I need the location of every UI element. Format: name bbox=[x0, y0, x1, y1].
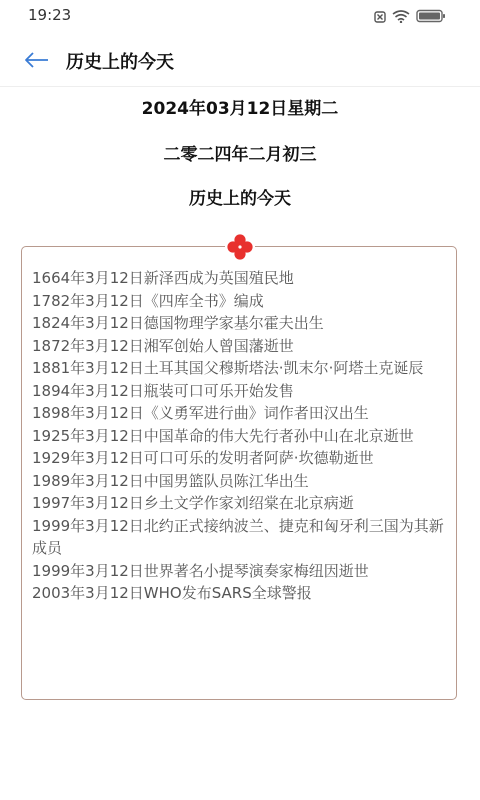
back-arrow-icon bbox=[22, 57, 50, 76]
list-item: 2003年3月12日WHO发布SARS全球警报 bbox=[32, 584, 312, 602]
events-list bbox=[32, 267, 446, 605]
status-time: 19:23 bbox=[28, 6, 72, 24]
wifi-icon bbox=[392, 8, 410, 27]
list-item: 1925年3月12日中国革命的伟大先行者孙中山在北京逝世 bbox=[32, 426, 414, 445]
back-button[interactable] bbox=[22, 48, 50, 72]
section-title: 历史上的今天 bbox=[189, 189, 291, 209]
events-card bbox=[21, 246, 457, 700]
list-item: 1824年3月12日德国物理学家基尔霍夫出生 bbox=[32, 314, 324, 332]
sim-off-icon bbox=[374, 8, 386, 27]
list-item: 1894年3月12日瓶装可口可乐开始发售 bbox=[32, 381, 294, 400]
list-item: 1929年3月12日可口可乐的发明者阿萨·坎德勒逝世 bbox=[32, 449, 374, 467]
page-title: 历史上的今天 bbox=[66, 52, 174, 73]
status-icons bbox=[374, 8, 446, 27]
flower-icon bbox=[225, 232, 255, 262]
list-item: 1999年3月12日北约正式接纳波兰、捷克和匈牙利三国为其新成员 bbox=[32, 516, 444, 557]
list-item: 1898年3月12日《义勇军进行曲》词作者田汉出生 bbox=[32, 404, 369, 422]
battery-icon bbox=[416, 8, 446, 27]
list-item: 1989年3月12日中国男篮队员陈江华出生 bbox=[32, 471, 309, 490]
app-header bbox=[0, 36, 480, 87]
list-item: 1872年3月12日湘军创始人曾国藩逝世 bbox=[32, 336, 294, 355]
gregorian-date: 2024年03月12日星期二 bbox=[141, 99, 339, 119]
lunar-date: 二零二四年二月初三 bbox=[163, 145, 317, 165]
list-item: 1664年3月12日新泽西成为英国殖民地 bbox=[32, 269, 294, 287]
list-item: 1999年3月12日世界著名小提琴演奏家梅纽因逝世 bbox=[32, 561, 369, 580]
list-item: 1997年3月12日乡土文学作家刘绍棠在北京病逝 bbox=[32, 494, 354, 512]
list-item: 1881年3月12日土耳其国父穆斯塔法·凯末尔·阿塔土克诞辰 bbox=[32, 359, 424, 377]
list-item: 1782年3月12日《四库全书》编成 bbox=[32, 291, 264, 310]
status-bar bbox=[0, 0, 480, 32]
